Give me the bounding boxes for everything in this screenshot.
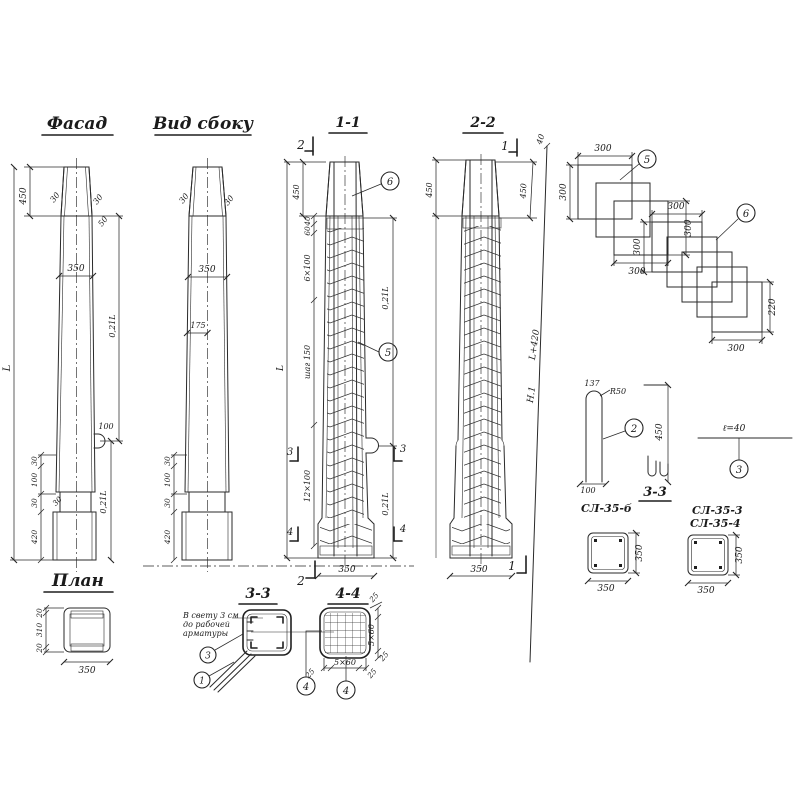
dim-cap-height-right: 450 — [518, 183, 529, 199]
dim-upper-zone: 0,21L — [108, 314, 117, 338]
dim-bottom: 300 — [628, 267, 646, 277]
dim-b4: 420 — [163, 529, 172, 545]
view-title: 4-4 — [335, 586, 361, 602]
dim-b2: 100 — [163, 472, 172, 488]
dim-lower-zone: 0,21L — [381, 492, 390, 516]
dim-top: 300 — [594, 144, 612, 154]
dim-mesh-bottom: 5×60 — [334, 658, 356, 667]
detail-section-4-4 — [297, 586, 391, 699]
dim-b4: 420 — [30, 529, 39, 545]
dim-radius: R50 — [609, 387, 627, 396]
dim-taper-right: 30 — [222, 193, 236, 208]
view-title: 1-1 — [335, 115, 361, 131]
dim-height: 350 — [635, 544, 645, 562]
detail-rod-3 — [698, 424, 792, 478]
view-plan — [35, 571, 113, 676]
callout-3-label: 3 — [205, 651, 211, 662]
dim-total-length: L — [276, 365, 286, 371]
detail-section-34 — [688, 535, 745, 596]
dim-length: L+420 — [527, 328, 543, 361]
view-title: 2-2 — [470, 115, 496, 131]
dim-bottom: 300 — [727, 344, 745, 354]
dim-b1: 30 — [30, 456, 39, 466]
mark-cl-35-4: СЛ-35-4 — [690, 517, 741, 530]
dim-upper-zone: 0,21L — [381, 286, 390, 310]
dim-cover-br: 25 — [365, 666, 379, 680]
detail-hairpin — [580, 379, 643, 495]
dim-wall-top: 20 — [35, 608, 44, 618]
dim-top-40: 40 — [534, 132, 547, 146]
callout-4-mid-label: 4 — [342, 686, 350, 697]
cut-mark-3-left: 3 — [286, 447, 294, 458]
detail-section-b — [588, 533, 645, 594]
dim-taper-left: 30 — [177, 191, 191, 206]
dim-core: 310 — [35, 622, 44, 638]
mark-cl-35-3: СЛ-35-3 — [692, 504, 743, 517]
dim-b3: 30 — [30, 498, 39, 508]
dim-left: 300 — [559, 183, 569, 201]
dim-top-width: 137 — [584, 379, 600, 388]
dim-mark: Н.1 — [525, 385, 539, 404]
dim-width: 350 — [597, 584, 615, 594]
callout-1-label: 1 — [199, 676, 205, 687]
cut-mark-4-right: 4 — [399, 524, 407, 535]
view-section-2-2 — [425, 115, 550, 662]
dim-mesh-right: 5×60 — [367, 624, 376, 646]
dim-bottom: 100 — [580, 486, 596, 495]
detail-spiral-6 — [633, 202, 778, 354]
dim-cover-rb: 25 — [377, 649, 391, 663]
dim-cover-bl: 25 — [303, 666, 317, 680]
callout-5-label: 5 — [384, 348, 392, 359]
dim-wall-bottom: 20 — [35, 643, 44, 653]
dim-taper-right: 30 — [91, 192, 105, 207]
callout-2-label: 2 — [630, 424, 638, 435]
view-side — [152, 114, 254, 572]
dim-width: 350 — [78, 666, 96, 676]
dim-width: 350 — [67, 264, 85, 274]
dim-height: 450 — [655, 423, 665, 441]
note-line3: арматуры — [183, 629, 229, 638]
dim-width: 350 — [697, 586, 715, 596]
view-title: 3-3 — [245, 586, 271, 602]
note-line1: В свету 3 см — [183, 611, 239, 620]
dim-zone2: шаг 150 — [303, 344, 312, 380]
dim-d1: 40 — [303, 216, 312, 226]
view-section-1-1 — [276, 115, 406, 588]
dim-d2: 60 — [303, 226, 312, 236]
dim-width: 350 — [198, 265, 216, 275]
dim-cap-height: 450 — [425, 182, 434, 198]
dim-cover-tr: 25 — [367, 590, 381, 604]
dim-cap-height: 450 — [292, 184, 301, 200]
dim-hook-offset: 100 — [98, 422, 114, 431]
dim-total-length: L — [2, 364, 13, 372]
cut-mark-2-top: 2 — [297, 138, 305, 152]
callout-6-label: 6 — [386, 177, 394, 188]
dim-lower-zone: 0,21L — [99, 490, 108, 514]
view-title: План — [52, 571, 104, 591]
dim-b1: 30 — [163, 456, 172, 466]
dim-width: 350 — [338, 565, 356, 575]
section-3-3-heading: 3-3 — [643, 485, 667, 500]
note-line2: до рабочей — [183, 620, 230, 629]
dim-notch: 30 — [50, 494, 64, 508]
dim-top: 300 — [667, 202, 685, 212]
mark-cl-35-b: СЛ-35-б — [581, 502, 632, 515]
dim-b3: 30 — [163, 498, 172, 508]
callout-3-label: 3 — [735, 465, 743, 476]
cut-mark-3-right: 3 — [399, 444, 407, 455]
dim-taper-left: 30 — [48, 190, 62, 205]
callout-4-left-label: 4 — [302, 682, 310, 693]
type-labels — [581, 502, 743, 530]
dim-zone1: 6×100 — [303, 254, 312, 282]
dim-right: 220 — [768, 298, 778, 316]
dim-half-width: 175 — [190, 321, 206, 330]
detail-bar-3-3 — [639, 385, 671, 501]
cut-mark-1-top: 1 — [501, 139, 509, 153]
dim-zone3: 12×100 — [303, 469, 312, 503]
view-title: Фасад — [46, 114, 108, 134]
dim-edge-50: 50 — [96, 214, 110, 229]
view-facade — [2, 114, 123, 572]
view-title: Вид сбоку — [152, 114, 254, 134]
dim-left: 300 — [633, 238, 643, 256]
callout-6-label: 6 — [742, 209, 750, 220]
callout-5-label: 5 — [643, 155, 651, 166]
dim-b2: 100 — [30, 472, 39, 488]
dim-height: 350 — [735, 546, 745, 564]
cut-mark-1-bottom: 1 — [508, 559, 516, 573]
dim-length: ℓ=40 — [722, 424, 746, 434]
dim-width: 350 — [470, 565, 488, 575]
dim-cap-height: 450 — [19, 187, 29, 205]
cut-mark-2-bottom: 2 — [297, 574, 305, 588]
cut-mark-4-left: 4 — [286, 527, 294, 538]
dim-right: 300 — [684, 219, 694, 237]
